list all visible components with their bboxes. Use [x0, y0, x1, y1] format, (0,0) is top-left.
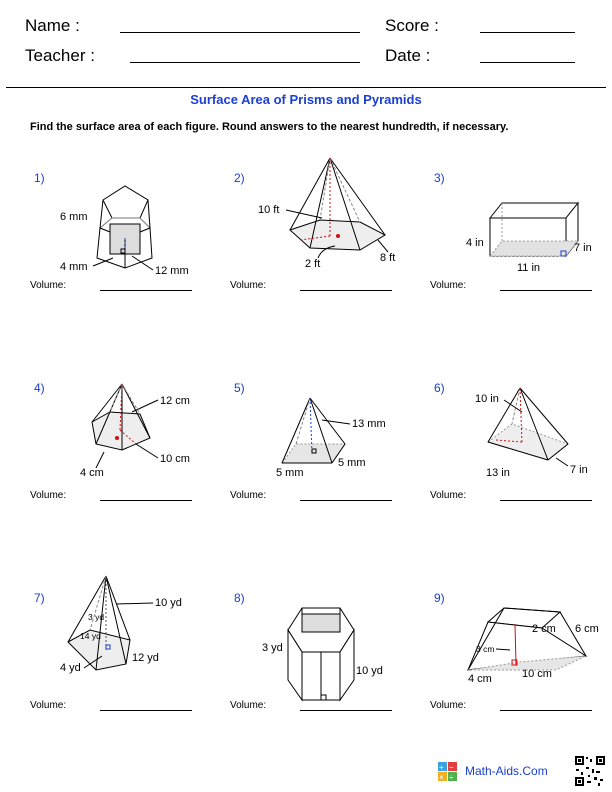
dimension-label: 12 yd [132, 652, 159, 664]
dimension-label: 10 cm [160, 453, 190, 465]
problem-number: 7) [34, 591, 45, 605]
name-label: Name : [25, 16, 80, 35]
answer-label: Volume: [230, 490, 267, 501]
answer-label: Volume: [230, 700, 267, 711]
svg-text:×: × [439, 773, 444, 782]
score-label: Score : [385, 16, 439, 35]
dimension-label: 10 in [475, 393, 499, 405]
worksheet-title: Surface Area of Prisms and Pyramids [190, 92, 422, 107]
math-aids-logo-icon [438, 762, 458, 787]
dimension-label: 6 cm [575, 623, 599, 635]
dimension-label: 6 mm [60, 211, 88, 223]
dimension-label: 13 mm [352, 418, 386, 430]
dimension-label: 8 ft [380, 252, 396, 264]
svg-text:÷: ÷ [449, 773, 454, 782]
dimension-label: 13 in [486, 467, 510, 479]
dimension-label: 12 mm [155, 265, 189, 277]
dimension-label: 3 yd [88, 612, 105, 622]
dimension-label: 4 cm [80, 467, 104, 479]
dimension-label: 14 yd [80, 631, 101, 641]
dimension-label: 2 cm [532, 623, 556, 635]
problem-number: 3) [434, 171, 445, 185]
dimension-label: 4 yd [60, 662, 81, 674]
dimension-label: 10 yd [356, 665, 383, 677]
dimension-label: 3 yd [262, 642, 283, 654]
problem-number: 9) [434, 591, 445, 605]
dimension-label: 10 cm [522, 668, 552, 680]
dimension-label: 2 ft [305, 258, 321, 270]
problem-number: 6) [434, 381, 445, 395]
svg-text:+: + [439, 763, 444, 772]
problem-number: 2) [234, 171, 245, 185]
dimension-label: 7 in [570, 464, 588, 476]
answer-label: Volume: [430, 700, 467, 711]
answer-label: Volume: [430, 490, 467, 501]
answer-label: Volume: [30, 700, 67, 711]
dimension-label: 10 ft [258, 204, 280, 216]
answer-label: Volume: [230, 280, 267, 291]
dimension-label: 4 in [466, 237, 484, 249]
answer-label: Volume: [430, 280, 467, 291]
problem-number: 5) [234, 381, 245, 395]
svg-text:−: − [449, 763, 454, 772]
problem-number: 4) [34, 381, 45, 395]
dimension-label: 5 mm [338, 457, 366, 469]
problem-number: 1) [34, 171, 45, 185]
dimension-label: 12 cm [160, 395, 190, 407]
dimension-label: 5 mm [276, 467, 304, 479]
dimension-label: 3 cm [476, 644, 495, 654]
dimension-label: 10 yd [155, 597, 182, 609]
teacher-label: Teacher : [25, 46, 95, 65]
dimension-label: 7 in [574, 242, 592, 254]
answer-label: Volume: [30, 490, 67, 501]
instructions: Find the surface area of each figure. Round answers to the nearest hundredth, if necessary. [30, 121, 509, 133]
footer-brand[interactable]: Math-Aids.Com [465, 764, 548, 778]
answer-label: Volume: [30, 280, 67, 291]
date-label: Date : [385, 46, 431, 65]
dimension-label: 4 cm [468, 673, 492, 685]
dimension-label: 4 mm [60, 261, 88, 273]
qr-code-icon [574, 755, 606, 787]
dimension-label: 11 in [517, 262, 541, 274]
problem-number: 8) [234, 591, 245, 605]
